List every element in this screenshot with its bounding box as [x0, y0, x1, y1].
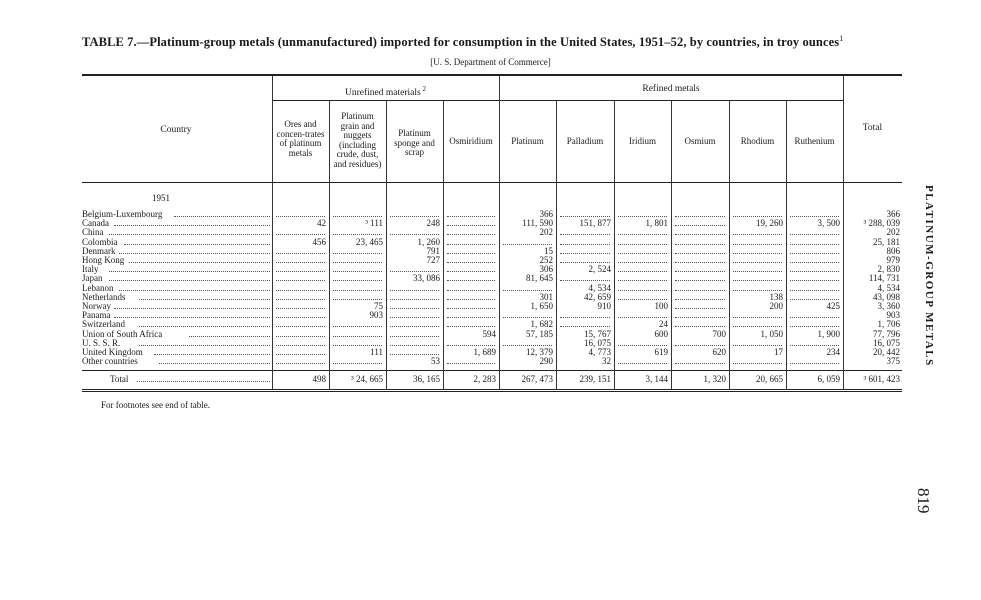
empty-cell [675, 345, 725, 346]
leader-dots [139, 326, 270, 327]
table-cell: 1, 260 [417, 236, 440, 247]
table-cell: 910 [597, 301, 611, 311]
table-cell: 100 [654, 301, 668, 311]
empty-cell [390, 216, 439, 217]
table-cell: 1, 320 [703, 374, 726, 384]
table-cell: 2, 524 [588, 264, 611, 275]
total-cell: 114, 731 [868, 273, 900, 284]
table-cell: 16, 075 [584, 337, 611, 348]
country-name: Other countries [82, 356, 138, 367]
empty-cell [618, 244, 667, 245]
leader-dots [119, 290, 270, 291]
country-name: Switzerland [82, 319, 125, 330]
table-cell: 24 [659, 319, 668, 330]
table-cell: 1, 050 [760, 328, 783, 339]
empty-cell [560, 280, 610, 281]
empty-cell [276, 345, 325, 346]
table-source: [U. S. Department of Commerce] [430, 57, 551, 67]
empty-cell [675, 225, 725, 226]
empty-cell [447, 308, 495, 309]
leader-dots [139, 345, 270, 346]
footnote-reference: For footnotes see end of table. [101, 400, 210, 410]
table-cell: 20, 665 [756, 374, 783, 384]
empty-cell [390, 271, 439, 272]
country-name: Norway [82, 301, 111, 311]
empty-cell [333, 345, 382, 346]
table-cell: 81, 645 [526, 273, 553, 284]
empty-cell [733, 271, 782, 272]
table-cell: 620 [712, 347, 726, 357]
total-cell: 16, 075 [873, 337, 900, 348]
empty-cell [447, 345, 495, 346]
empty-cell [618, 290, 667, 291]
empty-cell [447, 363, 495, 364]
table-cell: 111 [370, 347, 383, 357]
header-bottom-rule [82, 182, 902, 183]
total-row-label: Total [110, 374, 129, 384]
empty-cell [390, 290, 439, 291]
empty-cell [276, 290, 325, 291]
table-cell: 1, 650 [530, 301, 553, 311]
table-cell: 700 [712, 328, 726, 339]
empty-cell [790, 253, 839, 254]
empty-cell [276, 253, 325, 254]
table-cell: 32 [602, 356, 611, 367]
table-cell: 57, 185 [526, 328, 553, 339]
total-cell: 806 [886, 245, 900, 256]
leader-dots [109, 234, 270, 235]
empty-cell [333, 280, 382, 281]
table-cell: 202 [539, 227, 553, 238]
empty-cell [390, 299, 439, 300]
empty-cell [675, 262, 725, 263]
total-cell: 43, 098 [873, 291, 900, 302]
table-cell: 33, 086 [413, 273, 440, 284]
empty-cell [790, 363, 839, 364]
country-name: Japan [82, 273, 103, 284]
table-cell: 267, 473 [521, 374, 553, 384]
column-header: Osmiridium [449, 136, 493, 146]
table-cell: 903 [369, 310, 383, 321]
column-header: Platinum [511, 136, 544, 146]
empty-cell [333, 299, 382, 300]
page-number: 819 [914, 488, 933, 514]
table-cell: 600 [654, 328, 668, 339]
empty-cell [333, 336, 382, 337]
empty-cell [390, 354, 439, 355]
empty-cell [618, 216, 667, 217]
table-cell: 456 [312, 236, 326, 247]
country-name: Belgium-Luxembourg [82, 209, 163, 219]
empty-cell [447, 225, 495, 226]
empty-cell [276, 308, 325, 309]
empty-cell [675, 317, 725, 318]
leader-dots [114, 225, 270, 226]
total-cell: 25, 181 [873, 236, 900, 247]
table-cell: 4, 534 [588, 282, 611, 293]
country-name: Hong Kong [82, 255, 125, 265]
country-name: Colombia [82, 236, 118, 247]
table-cell: 42, 659 [584, 291, 611, 302]
country-name: Netherlands [82, 291, 126, 302]
empty-cell [333, 271, 382, 272]
table-cell: 252 [539, 255, 553, 265]
table-caption [82, 34, 902, 50]
empty-cell [560, 262, 610, 263]
table-cell: 366 [539, 209, 553, 219]
empty-cell [333, 262, 382, 263]
country-name: Denmark [82, 245, 116, 256]
table-cell: ³ 111 [365, 218, 383, 229]
total-cell: 375 [886, 356, 900, 367]
header-unrefined-group: Unrefined materials $^2$ [345, 85, 426, 99]
empty-cell [675, 271, 725, 272]
empty-cell [276, 280, 325, 281]
empty-cell [733, 317, 782, 318]
empty-cell [276, 262, 325, 263]
empty-cell [276, 363, 325, 364]
empty-cell [733, 234, 782, 235]
table-cell: 12, 379 [526, 347, 553, 357]
column-divider [614, 100, 615, 389]
empty-cell [675, 308, 725, 309]
empty-cell [276, 336, 325, 337]
empty-cell [675, 234, 725, 235]
empty-cell [390, 234, 439, 235]
empty-cell [276, 317, 325, 318]
empty-cell [276, 271, 325, 272]
empty-cell [618, 317, 667, 318]
empty-cell [560, 326, 610, 327]
empty-cell [276, 326, 325, 327]
country-name: Union of South Africa [82, 328, 163, 339]
column-header: Ruthenium [794, 136, 835, 146]
table-cell: 75 [374, 301, 383, 311]
country-name: Canada [82, 218, 109, 229]
table-cell: 290 [539, 356, 553, 367]
total-cell: 903 [886, 310, 900, 321]
empty-cell [733, 262, 782, 263]
empty-cell [390, 345, 439, 346]
year-label: 1951 [152, 193, 170, 203]
table-cell: 19, 260 [756, 218, 783, 229]
empty-cell [560, 317, 610, 318]
column-divider [729, 100, 730, 389]
table-cell: 301 [539, 291, 553, 302]
empty-cell [675, 216, 725, 217]
table-cell: 234 [826, 347, 840, 357]
empty-cell [390, 336, 439, 337]
empty-cell [447, 280, 495, 281]
empty-cell [560, 253, 610, 254]
empty-cell [675, 253, 725, 254]
leader-dots [137, 381, 270, 382]
leader-dots [124, 244, 270, 245]
total-cell: 2, 830 [877, 264, 900, 275]
leader-dots [119, 253, 270, 254]
leader-dots [109, 271, 270, 272]
header-country: Country [160, 125, 192, 135]
leader-dots [189, 336, 270, 337]
empty-cell [276, 354, 325, 355]
empty-cell [675, 290, 725, 291]
table-cell: 1, 801 [645, 218, 668, 229]
empty-cell [560, 234, 610, 235]
table-cell: 23, 465 [356, 236, 383, 247]
country-name: United Kingdom [82, 347, 143, 357]
leader-dots [109, 280, 270, 281]
table-cell: 2, 283 [473, 374, 496, 384]
empty-cell [447, 262, 495, 263]
empty-cell [447, 244, 495, 245]
empty-cell [333, 216, 382, 217]
table-cell: 6, 059 [817, 374, 840, 384]
total-top-rule [82, 370, 902, 371]
table-cell: ³ 24, 665 [351, 374, 383, 384]
empty-cell [675, 326, 725, 327]
country-name: U. S. S. R. [82, 337, 121, 348]
empty-cell [618, 299, 667, 300]
empty-cell [790, 280, 839, 281]
empty-cell [333, 290, 382, 291]
empty-cell [276, 234, 325, 235]
empty-cell [675, 363, 725, 364]
leader-dots [139, 299, 270, 300]
empty-cell [733, 363, 782, 364]
column-header: Palladium [566, 136, 604, 146]
table-cell: 15 [544, 245, 553, 256]
country-name: Lebanon [82, 282, 114, 293]
empty-cell [447, 299, 495, 300]
empty-cell [790, 290, 839, 291]
table-cell: 138 [769, 291, 783, 302]
table-cell: 4, 773 [588, 347, 611, 357]
table-cell: 200 [769, 301, 783, 311]
total-cell: 20, 442 [873, 347, 900, 357]
empty-cell [733, 326, 782, 327]
empty-cell [618, 280, 667, 281]
total-cell: 4, 534 [877, 282, 900, 293]
leader-dots [114, 317, 270, 318]
header-refined-group: Refined metals [642, 84, 700, 94]
empty-cell [447, 326, 495, 327]
table-cell: 594 [482, 328, 496, 339]
table-bottom-rule-2 [82, 391, 902, 392]
total-cell: 3, 360 [877, 301, 900, 311]
table-cell: 111, 590 [522, 218, 553, 229]
empty-cell [333, 363, 382, 364]
empty-cell [276, 216, 325, 217]
empty-cell [790, 216, 839, 217]
column-header: Ores and concen-trates of platinum metals [276, 119, 325, 158]
empty-cell [733, 216, 782, 217]
table-cell: 498 [312, 374, 326, 384]
running-head: PLATINUM-GROUP METALS [923, 185, 935, 367]
empty-cell [733, 345, 782, 346]
empty-cell [333, 253, 382, 254]
group-divider-rule [272, 100, 843, 101]
column-header: Iridium [629, 136, 656, 146]
table-cell: 791 [426, 245, 440, 256]
total-cell: ³ 288, 039 [863, 218, 900, 229]
column-header: Osmium [684, 136, 716, 146]
table-bottom-rule [82, 389, 902, 390]
table-cell: 3, 144 [645, 374, 668, 384]
country-name: China [82, 227, 104, 238]
empty-cell [733, 253, 782, 254]
empty-cell [675, 244, 725, 245]
empty-cell [733, 244, 782, 245]
empty-cell [675, 280, 725, 281]
empty-cell [560, 244, 610, 245]
table-cell: 239, 151 [579, 374, 611, 384]
table-cell: 727 [426, 255, 440, 265]
empty-cell [503, 244, 552, 245]
total-cell: ³ 601, 423 [863, 374, 900, 384]
table-cell: 1, 689 [473, 347, 496, 357]
column-divider [671, 100, 672, 389]
column-header: Platinum sponge and scrap [394, 128, 435, 157]
empty-cell [790, 317, 839, 318]
country-name: Italy [82, 264, 99, 275]
table-cell: 1, 900 [817, 328, 840, 339]
empty-cell [790, 299, 839, 300]
total-cell: 77, 796 [873, 328, 900, 339]
empty-cell [333, 234, 382, 235]
empty-cell [503, 290, 552, 291]
table-title: TABLE 7.—Platinum-group metals (unmanufactured) imported for consumption in the United States, 1951–52, by countries, in troy ounces [82, 35, 840, 50]
empty-cell [390, 308, 439, 309]
table-cell: 15, 767 [584, 328, 611, 339]
empty-cell [618, 253, 667, 254]
empty-cell [390, 326, 439, 327]
table-cell: 53 [431, 356, 440, 367]
total-cell: 1, 706 [877, 319, 900, 330]
empty-cell [790, 244, 839, 245]
empty-cell [618, 262, 667, 263]
total-cell: 202 [886, 227, 900, 238]
empty-cell [447, 253, 495, 254]
unrefined-footnote-mark: 2 [420, 85, 426, 93]
empty-cell [503, 317, 552, 318]
column-divider [272, 76, 273, 389]
total-cell: 366 [886, 209, 900, 219]
empty-cell [733, 290, 782, 291]
table-cell: 36, 165 [413, 374, 440, 384]
empty-cell [790, 271, 839, 272]
total-cell: 979 [886, 255, 900, 265]
empty-cell [733, 280, 782, 281]
table-cell: 619 [654, 347, 668, 357]
empty-cell [333, 326, 382, 327]
table-cell: 42 [317, 218, 326, 229]
table-top-rule [82, 74, 902, 76]
empty-cell [675, 299, 725, 300]
title-footnote-mark: 1 [839, 34, 844, 43]
leader-dots [154, 354, 270, 355]
header-total: Total [862, 123, 883, 133]
column-header: Rhodium [740, 136, 775, 146]
leader-dots [159, 363, 270, 364]
table-cell: 1, 682 [530, 319, 553, 330]
empty-cell [790, 234, 839, 235]
table-cell: 425 [826, 301, 840, 311]
leader-dots [174, 216, 270, 217]
table-cell: 17 [774, 347, 783, 357]
empty-cell [618, 234, 667, 235]
leader-dots [129, 262, 270, 263]
empty-cell [790, 326, 839, 327]
empty-cell [447, 317, 495, 318]
empty-cell [276, 299, 325, 300]
country-name: Panama [82, 310, 111, 321]
empty-cell [447, 216, 495, 217]
empty-cell [503, 345, 552, 346]
empty-cell [618, 345, 667, 346]
table-cell: 151, 877 [579, 218, 611, 229]
column-divider [443, 100, 444, 389]
leader-dots [114, 308, 270, 309]
empty-cell [618, 363, 667, 364]
empty-cell [390, 317, 439, 318]
empty-cell [560, 216, 610, 217]
empty-cell [447, 271, 495, 272]
table-cell: 248 [426, 218, 440, 229]
table-cell: 3, 500 [817, 218, 840, 229]
empty-cell [618, 271, 667, 272]
table-cell: 306 [539, 264, 553, 275]
empty-cell [790, 345, 839, 346]
empty-cell [790, 262, 839, 263]
empty-cell [447, 234, 495, 235]
column-divider [786, 100, 787, 389]
column-header: Platinum grain and nuggets (including crude, dust, and residues) [333, 111, 382, 169]
empty-cell [447, 290, 495, 291]
